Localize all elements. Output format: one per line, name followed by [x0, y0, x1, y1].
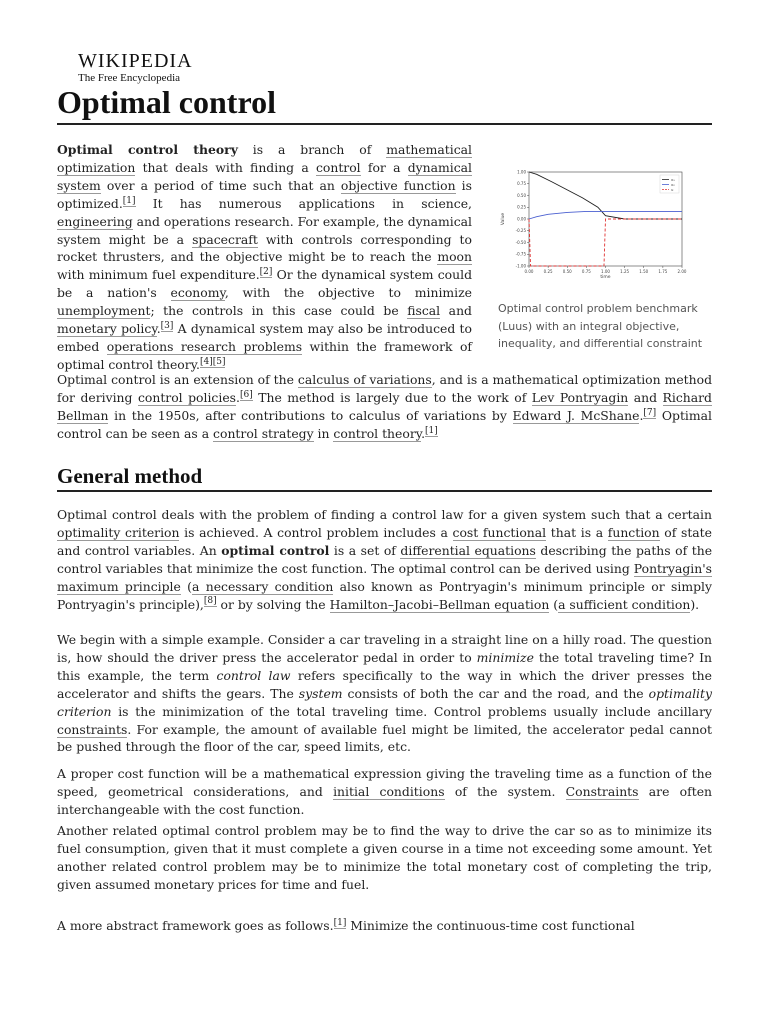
article-link[interactable]: initial conditions	[333, 783, 445, 799]
x-tick-label: 1.25	[620, 269, 630, 274]
cost-function-paragraph	[57, 765, 712, 819]
y-tick-label: -0.75	[515, 251, 526, 257]
text-run: and operations research. For example, the dynamical system might be a	[57, 213, 472, 247]
text-run: for a	[360, 159, 408, 175]
y-axis-label: Value	[501, 212, 506, 226]
article-link[interactable]: dynamical system	[57, 159, 472, 193]
text-run: is a set of	[329, 542, 401, 558]
text-run: , with the objective to minimize	[224, 285, 472, 301]
article-link[interactable]: control theory	[333, 425, 422, 441]
text-run: describing the paths of the control variables that minimize the cost function. The optimal control can be derived using	[57, 542, 713, 576]
benchmark-chart	[498, 164, 698, 296]
text-run: Optimal control is an extension of the	[57, 372, 298, 387]
citation-label: [3]	[160, 320, 174, 331]
citation-label: [1]	[333, 917, 347, 928]
section-heading-general-method: General method	[57, 462, 712, 492]
italic-term: optimality criterion	[57, 685, 712, 719]
italic-term: control law	[216, 667, 291, 683]
y-tick-label: 1.00	[517, 169, 526, 175]
text-run: ; the controls in this case could be	[150, 303, 408, 319]
text-run: of state and control variables. An	[57, 524, 712, 558]
x-tick-label: 1.75	[658, 269, 668, 274]
y-tick-label: -0.25	[515, 228, 526, 234]
text-run: and	[440, 303, 472, 319]
car-example-paragraph	[57, 631, 712, 756]
text-run: A more abstract framework goes as follows.	[57, 918, 334, 933]
article-link[interactable]: moon	[437, 249, 472, 265]
text-run: is optimized.	[57, 177, 472, 211]
abstract-framework-paragraph	[57, 917, 712, 935]
figure-caption: Optimal control problem benchmark (Luus) with an integral objective, inequality, and differential constraint	[498, 302, 703, 350]
y-tick-label: -0.50	[515, 239, 526, 245]
text-run: over a period of time such that an	[100, 177, 341, 193]
legend-label: u	[671, 186, 674, 192]
text-run: (	[180, 578, 192, 594]
article-link[interactable]: Edward J. McShane	[512, 407, 640, 423]
logo-tagline: The Free Encyclopedia	[78, 72, 181, 84]
x-tick-label: 1.50	[639, 269, 649, 274]
article-link[interactable]: Constraints	[565, 783, 639, 799]
y-tick-label: 0.00	[517, 216, 526, 222]
citation-ref[interactable]	[204, 596, 217, 607]
citation-ref[interactable]	[425, 426, 438, 437]
citation-ref[interactable]	[334, 918, 347, 929]
text-run: in the 1950s, after contributions to calculus of variations by	[108, 407, 513, 423]
text-run: The method is largely due to the work of	[252, 389, 532, 405]
article-link[interactable]: monetary policy	[57, 321, 157, 337]
article-link[interactable]: constraints	[57, 721, 128, 737]
citation-label: [7]	[643, 407, 657, 418]
citation-ref[interactable]	[213, 357, 226, 368]
article-link[interactable]: function	[607, 524, 660, 540]
text-run: with minimum fuel expenditure.	[57, 267, 260, 283]
text-run: or by solving the	[216, 596, 330, 612]
text-run: .	[639, 407, 644, 423]
citation-ref[interactable]	[123, 196, 136, 207]
citation-ref[interactable]	[200, 357, 213, 368]
x-tick-label: 1.00	[601, 269, 610, 274]
text-run: , and is a mathematical optimization method for deriving	[57, 372, 713, 405]
page-title: Optimal control	[57, 83, 712, 125]
x-tick-label: 2.00	[677, 269, 687, 274]
article-link[interactable]: control	[315, 159, 361, 175]
citation-ref[interactable]	[260, 267, 273, 278]
article-link[interactable]: mathematical optimization	[57, 142, 473, 175]
figure	[498, 164, 712, 353]
legend-label: x₁	[671, 176, 675, 182]
citation-label: [4]	[199, 356, 213, 367]
x-tick-label: 0.50	[562, 269, 572, 274]
text-run: We begin with a simple example. Consider a car traveling in a straight line on a hilly road. The question is, how should the driver press the accelerator pedal in order to	[57, 632, 712, 665]
bold-term: Optimal control theory	[57, 142, 238, 157]
x-axis-label: time	[600, 275, 611, 280]
article-link[interactable]: differential equations	[400, 542, 536, 558]
y-tick-label: 0.25	[517, 204, 526, 210]
text-run: .	[156, 321, 161, 337]
y-tick-label: 0.50	[517, 192, 526, 198]
citation-ref[interactable]	[240, 390, 253, 401]
text-run: the total traveling time? In this example, the term	[57, 649, 712, 683]
text-run: . For example, the amount of available fuel might be limited, the accelerator pedal cannot be pushed through the floor of the car, speed limits, etc.	[57, 721, 712, 755]
x-tick-label: 0.75	[581, 269, 591, 274]
fuel-paragraph	[57, 822, 712, 894]
y-tick-label: -1.00	[515, 263, 526, 269]
article-link[interactable]: fiscal	[407, 303, 441, 319]
text-run: in	[313, 425, 334, 441]
text-run: is achieved. A control problem includes a	[179, 524, 453, 540]
history-paragraph	[57, 371, 712, 443]
general-method-paragraph	[57, 506, 712, 613]
citation-ref[interactable]	[643, 408, 656, 419]
logo-wordmark: WIKIPEDIA	[78, 50, 193, 72]
text-run: Or the dynamical system could be a nation's	[57, 267, 472, 301]
article-link[interactable]: Pontryagin's maximum principle	[57, 560, 712, 594]
article-link[interactable]: calculus of variations	[297, 372, 432, 387]
citation-label: [1]	[122, 195, 136, 206]
article-link[interactable]: control strategy	[213, 425, 314, 441]
article-link[interactable]: a sufficient condition	[558, 596, 691, 612]
text-run: (	[549, 596, 559, 612]
bold-term: optimal control	[221, 542, 330, 558]
text-run: ).	[690, 596, 700, 612]
legend-label: x₂	[671, 181, 675, 187]
italic-term: minimize	[476, 649, 534, 665]
citation-label: [1]	[425, 425, 438, 436]
text-run: with controls corresponding to rocket thrusters, and the objective might be to reach the	[57, 231, 472, 265]
text-run: consists of both the car and the road, and the	[342, 685, 649, 701]
italic-term: system	[298, 685, 343, 701]
article-link[interactable]: objective function	[340, 177, 456, 193]
text-run: .	[421, 425, 426, 441]
citation-label: [2]	[259, 267, 273, 278]
article-link[interactable]: Richard Bellman	[57, 389, 712, 423]
y-tick-label: 0.75	[517, 181, 526, 187]
article-link[interactable]: control policies	[137, 389, 237, 405]
text-run: A dynamical system may also be introduced to embed	[57, 321, 472, 354]
legend-box	[660, 175, 679, 193]
article-link[interactable]: cost functional	[452, 524, 547, 540]
text-run: that deals with finding a	[135, 159, 316, 175]
article-link[interactable]: engineering	[57, 213, 133, 229]
article-link[interactable]: operations research problems	[106, 338, 303, 354]
text-run: Another related optimal control problem may be to find the way to drive the car so as to minimize its fuel consumption, given that it must complete a given course in a time not exceeding some amount. Yet another related control problem may be to minimize the total monetary cost of completing the trip, given assumed monetary prices for time and fuel.	[57, 823, 712, 892]
article-link[interactable]: spacecraft	[192, 231, 258, 247]
text-run: of the system.	[444, 783, 566, 799]
text-run: It has numerous applications in science,	[135, 195, 472, 211]
text-run: .	[236, 389, 240, 405]
citation-label: [6]	[239, 389, 253, 400]
text-run: that is a	[546, 524, 608, 540]
text-run: within the framework of optimal control theory.	[57, 338, 473, 372]
text-run: Optimal control deals with the problem of finding a control law for a given system such that a certain	[57, 507, 712, 522]
text-run: also known as Pontryagin's minimum principle or simply Pontryagin's principle),	[57, 578, 712, 612]
text-run: refers specifically to the way in which the driver presses the accelerator and shifts the gears. The	[57, 667, 712, 701]
text-run: Optimal control can be seen as a	[57, 407, 712, 441]
text-run: are often interchangeable with the cost function.	[57, 783, 713, 817]
text-run: Minimize the continuous-time cost functional	[346, 918, 635, 933]
article-link[interactable]: Hamilton–Jacobi–Bellman equation	[329, 596, 550, 612]
text-run: is a branch of	[237, 142, 387, 157]
article-link[interactable]: optimality criterion	[57, 524, 180, 540]
x-tick-label: 0.00	[524, 269, 534, 274]
article-link[interactable]: Lev Pontryagin	[531, 389, 629, 405]
intro-paragraph	[57, 141, 472, 374]
text-run: and	[628, 389, 663, 405]
citation-ref[interactable]	[161, 321, 174, 332]
x-tick-label: 0.25	[543, 269, 553, 274]
wikipedia-logo[interactable]	[78, 51, 208, 85]
citation-label: [5]	[212, 356, 226, 367]
article-link[interactable]: economy	[170, 285, 225, 301]
citation-label: [8]	[203, 596, 217, 607]
article-link[interactable]: unemployment	[57, 303, 151, 319]
text-run: A proper cost function will be a mathematical expression giving the traveling time as a function of the speed, geometrical considerations, and	[57, 766, 712, 799]
article-link[interactable]: a necessary condition	[192, 578, 334, 594]
text-run: is the minimization of the total traveling time. Control problems usually include ancillary	[111, 703, 712, 719]
